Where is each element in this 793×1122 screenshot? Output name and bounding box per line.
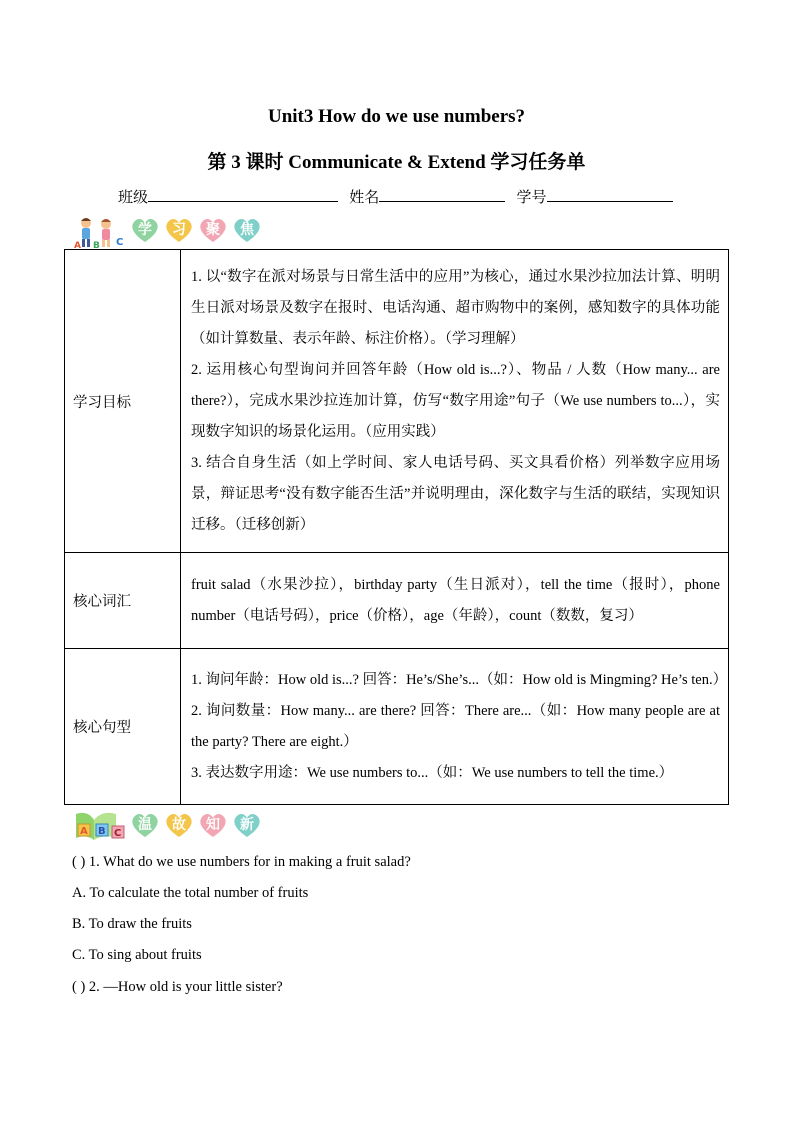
learning-table bbox=[64, 249, 729, 805]
goal-item: 2. 运用核心句型询问并回答年龄（How old is...?）、物品 / 人数（How many... are there?），完成水果沙拉连加计算，仿写“数字用途”句子（We use numbers to...），实现数字知识的场景化运用。（应用实践） bbox=[191, 361, 720, 440]
sentence-item: 2. 询问数量：How many... are there? 回答：There are...（如：How many people are at the party? There are eight.） bbox=[191, 702, 720, 750]
banner2-char-3: 知 bbox=[206, 817, 220, 833]
svg-text:A: A bbox=[80, 826, 88, 837]
class-blank[interactable] bbox=[148, 187, 338, 202]
abc-blocks-illustration-icon bbox=[72, 810, 128, 844]
goals-label: 学习目标 bbox=[65, 250, 181, 553]
question-1: ( ) 1. What do we use numbers for in making a fruit salad? bbox=[72, 854, 411, 870]
banner2-char-4: 新 bbox=[240, 817, 254, 833]
name-blank[interactable] bbox=[379, 187, 505, 202]
svg-text:B: B bbox=[93, 241, 100, 249]
id-label: 学号 bbox=[516, 190, 547, 206]
question-2: ( ) 2. —How old is your little sister? bbox=[72, 979, 283, 995]
option-b: B. To draw the fruits bbox=[72, 916, 192, 932]
svg-text:C: C bbox=[114, 828, 122, 839]
goal-item: 3. 结合自身生活（如上学时间、家人电话号码、买文具看价格）列举数字应用场景，辩证思考“没有数字能否生活”并说明理由，深化数字与生活的联结，实现知识迁移。（迁移创新） bbox=[191, 454, 720, 533]
banner1-char-4: 焦 bbox=[240, 222, 254, 238]
document-title: Unit3 How do we use numbers? bbox=[267, 106, 526, 127]
goals-content bbox=[181, 250, 729, 553]
banner1-char-3: 聚 bbox=[206, 222, 220, 238]
banner1-char-2: 习 bbox=[172, 222, 186, 238]
learning-focus-banner bbox=[72, 215, 272, 251]
vocab-content: fruit salad（水果沙拉），birthday party（生日派对），tell the time（报时），phone number（电话号码），price（价格），age（年龄），count（数数，复习） bbox=[181, 553, 729, 649]
id-blank[interactable] bbox=[547, 187, 673, 202]
children-illustration-icon bbox=[72, 215, 128, 249]
goal-item: 1. 以“数字在派对场景与日常生活中的应用”为核心，通过水果沙拉加法计算、明明生日派对场景及数字在报时、电话沟通、超市购物中的案例，感知数字的具体功能（如计算数量、表示年龄、标注价格）。（学习理解） bbox=[191, 268, 720, 347]
review-banner bbox=[72, 810, 272, 846]
table-row-goals bbox=[65, 250, 729, 553]
sentences-label: 核心句型 bbox=[65, 649, 181, 805]
banner2-char-2: 故 bbox=[172, 817, 186, 833]
sentence-item: 1. 询问年龄：How old is...? 回答：He’s/She’s...（如：How old is Mingming? He’s ten.） bbox=[191, 671, 728, 688]
class-label: 班级 bbox=[118, 190, 149, 206]
option-a: A. To calculate the total number of fruits bbox=[72, 885, 309, 901]
name-label: 姓名 bbox=[349, 190, 380, 206]
student-info-line bbox=[118, 186, 673, 207]
svg-text:B: B bbox=[98, 826, 106, 837]
sentences-content bbox=[181, 649, 729, 805]
svg-text:C: C bbox=[116, 237, 124, 248]
svg-text:A: A bbox=[74, 241, 81, 249]
sentence-item: 3. 表达数字用途：We use numbers to...（如：We use numbers to tell the time.） bbox=[191, 764, 674, 781]
vocab-label: 核心词汇 bbox=[65, 553, 181, 649]
option-c: C. To sing about fruits bbox=[72, 947, 202, 963]
table-row-sentences bbox=[65, 649, 729, 805]
table-row-vocab bbox=[65, 553, 729, 649]
document-subtitle: 第 3 课时 Communicate & Extend 学习任务单 bbox=[207, 152, 586, 173]
banner2-char-1: 温 bbox=[138, 817, 152, 833]
banner1-char-1: 学 bbox=[138, 222, 152, 238]
